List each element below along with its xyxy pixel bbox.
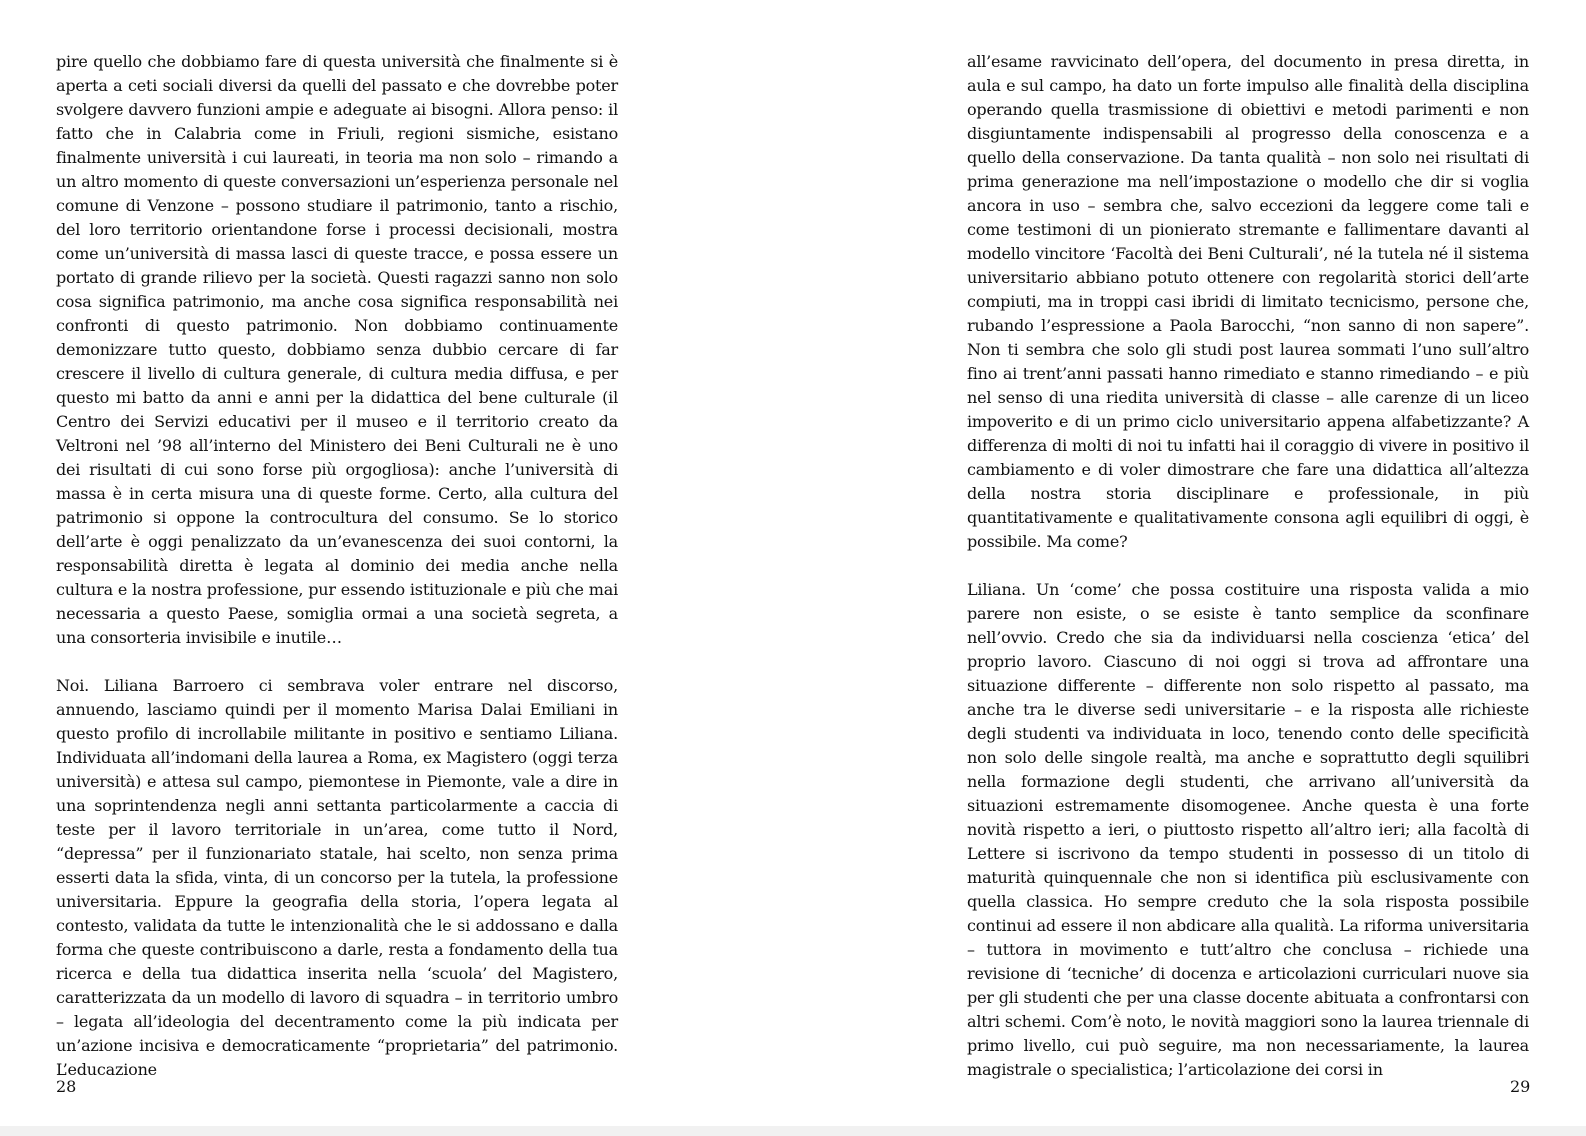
paragraph-gap [967,554,1529,578]
page-number-left: 28 [56,1077,77,1096]
left-page-text [56,50,618,1082]
page-number-right: 29 [1510,1077,1531,1096]
right-page-text [967,50,1529,1082]
paragraph-gap [56,650,618,674]
left-paragraph-1: pire quello che dobbiamo fare di questa università che finalmente si è aperta a ceti sociali diversi da quelli del passato e che dovrebbe poter svolgere davvero funzioni ampie e adeguate ai bisogni. Allora penso: il fatto che in Calabria come in Friuli, regioni sismiche, esistano finalmente università i cui laureati, in teoria ma non solo – rimando a un altro momento di queste conversazioni un’esperienza personale nel comune di Venzone – possono studiare il patrimonio, tanto a rischio, del loro territorio orientandone forse i processi decisionali, mostra come un’università di massa lasci di queste tracce, e possa essere un portato di grande rilievo per la società. Questi ragazzi sanno non solo cosa significa patrimonio, ma anche cosa significa responsabilità nei confronti di questo patrimonio. Non dobbiamo continuamente demonizzare tutto questo, dobbiamo senza dubbio cercare di far crescere il livello di cultura generale, di cultura media diffusa, e per questo mi batto da anni e anni per la didattica del bene culturale (il Centro dei Servizi educativi per il museo e il territorio creato da Veltroni nel ’98 all’interno del Ministero dei Beni Culturali ne è uno dei risultati di cui sono forse più orgogliosa): anche l’università di massa è in certa misura una di queste forme. Certo, alla cultura del patrimonio si oppone la controcultura del consumo. Se lo storico dell’arte è oggi penalizzato da un’evanescenza dei suoi contorni, la responsabilità diretta è legata al dominio dei media anche nella cultura e la nostra professione, pur essendo istituzionale e più che mai necessaria a questo Paese, somiglia ormai a una società segreta, a una consorteria invisibile e inutile… [56,52,618,647]
right-paragraph-1: all’esame ravvicinato dell’opera, del documento in presa diretta, in aula e sul campo, ha dato un forte impulso alle finalità della disciplina operando quella trasmissione di obiettivi e metodi parimenti e non disgiuntamente indispensabili al progresso della conoscenza e a quello della conservazione. Da tanta qualità – non solo nei risultati di prima generazione ma nell’impostazione o modello che dir si voglia ancora in uso – sembra che, salvo eccezioni da leggere come tali e come testimoni di un pionierato stremante e fallimentare davanti al modello vincitore ‘Facoltà dei Beni Culturali’, né la tutela né il sistema universitario abbiano potuto ottenere con regolarità storici dell’arte compiuti, ma in troppi casi ibridi di limitato tecnicismo, persone che, rubando l’espressione a Paola Barocchi, “non sanno di non sapere”. Non ti sembra che solo gli studi post laurea sommati l’uno sull’altro fino ai trent’anni passati hanno rimediato e stanno rimediando – e più nel senso di una riedita università di classe – alle carenze di un liceo impoverito e di un primo ciclo universitario appena alfabetizzante? A differenza di molti di noi tu infatti hai il coraggio di vivere in positivo il cambiamento e di voler dimostrare che fare una didattica all’altezza della nostra storia disciplinare e professionale, in più quantitativamente e qualitativamente consona agli equilibri di oggi, è possibile. Ma come? [967,52,1529,551]
left-paragraph-2: Noi. Liliana Barroero ci sembrava voler entrare nel discorso, annuendo, lasciamo quindi per il momento Marisa Dalai Emiliani in questo profilo di incrollabile militante in positivo e sentiamo Liliana. Individuata all’indomani della laurea a Roma, ex Magistero (oggi terza università) e attesa sul campo, piemontese in Piemonte, vale a dire in una soprintendenza negli anni settanta particolarmente a caccia di teste per il lavoro territoriale in un’area, come tutto il Nord, “depressa” per il funzionariato statale, hai scelto, non senza prima esserti data la sfida, vinta, di un concorso per la tutela, la professione universitaria. Eppure la geografia della storia, l’opera legata al contesto, validata da tutte le intenzionalità che le si addossano e dalla forma che queste contribuiscono a darle, resta a fondamento della tua ricerca e della tua didattica inserita nella ‘scuola’ del Magistero, caratterizzata da un modello di lavoro di squadra – in territorio umbro – legata all’ideologia del decentramento come la più indicata per un’azione incisiva e democraticamente “proprietaria” del patrimonio. L’educazione [56,676,618,1079]
right-paragraph-2: Liliana. Un ‘come’ che possa costituire una risposta valida a mio parere non esiste, o se esiste è tanto semplice da sconfinare nell’ovvio. Credo che sia da individuarsi nella coscienza ‘etica’ del proprio lavoro. Ciascuno di noi oggi si trova ad affrontare una situazione differente – differente non solo rispetto al passato, ma anche tra le diverse sedi universitarie – e la risposta alle richieste degli studenti va individuata in loco, tenendo conto delle specificità non solo delle singole realtà, ma anche e soprattutto degli squilibri nella formazione degli studenti, che arrivano all’università da situazioni estremamente disomogenee. Anche questa è una forte novità rispetto a ieri, o piuttosto rispetto all’altro ieri; alla facoltà di Lettere si iscrivono da tempo studenti in possesso di un titolo di maturità quinquennale che non si identifica più esclusivamente con quella classica. Ho sempre creduto che la sola risposta possibile continui ad essere il non abdicare alla qualità. La riforma universitaria – tuttora in movimento e tutt’altro che conclusa – richiede una revisione di ‘tecniche’ di docenza e articolazioni curriculari nuove sia per gli studenti che per una classe docente abituata a confrontarsi con altri schemi. Com’è noto, le novità maggiori sono la laurea triennale di primo livello, cui può seguire, ma non necessariamente, la laurea magistrale o specialistica; l’articolazione dei corsi in [967,580,1529,1079]
page-bottom-edge [0,1126,1586,1136]
